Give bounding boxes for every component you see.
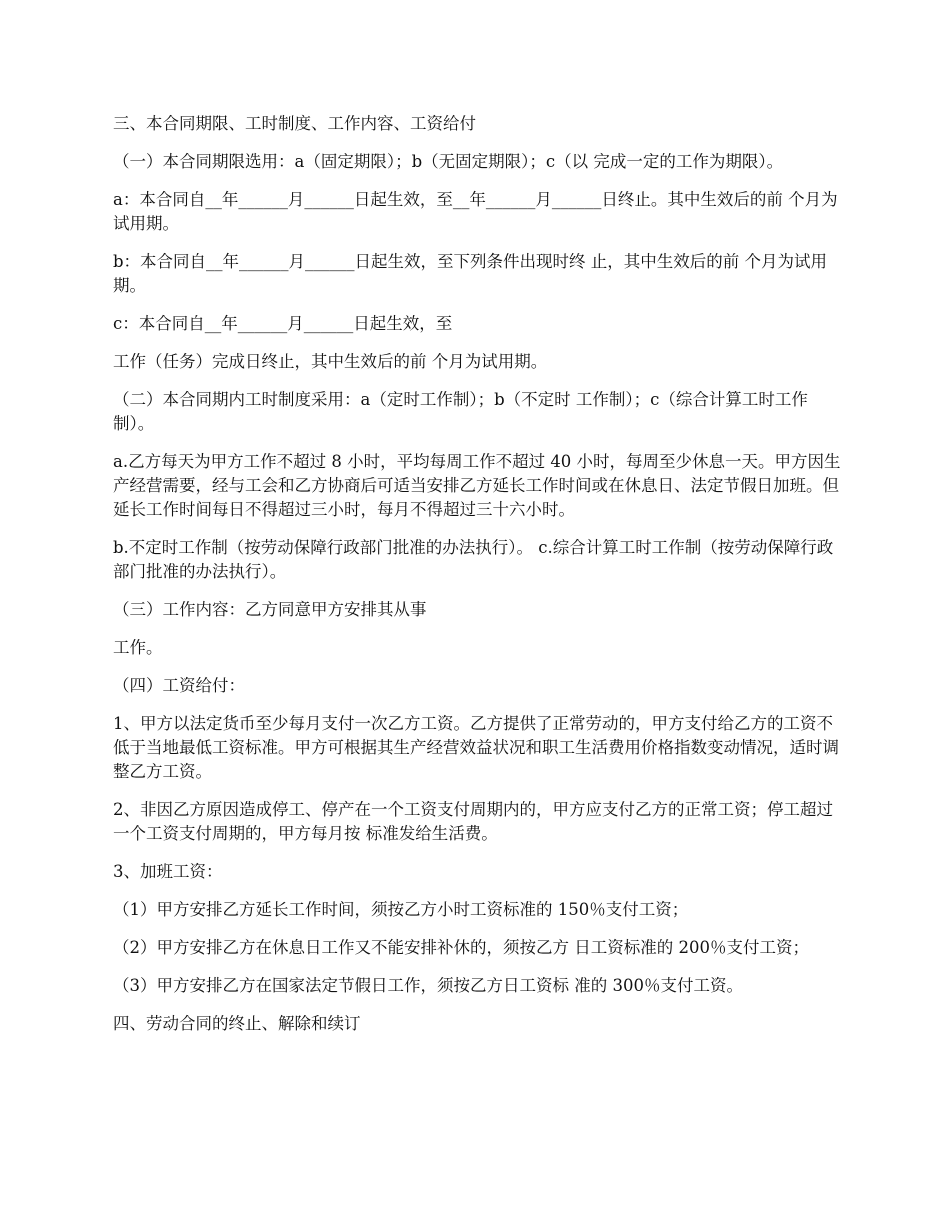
paragraph-working-hours: （二）本合同期内工时制度采用：a（定时工作制）；b（不定时 工作制）；c（综合计算工时工作制）。 bbox=[113, 390, 808, 433]
subheading-wage-payment: （四）工资给付： bbox=[113, 676, 245, 695]
paragraph-term-options: （一）本合同期限选用：a（固定期限）；b（无固定期限）；c（以 完成一定的工作为期限）。 bbox=[113, 152, 784, 171]
paragraph-overtime-2: （2）甲方安排乙方在休息日工作又不能安排补休的，须按乙方 日工资标准的 200％支付工资； bbox=[113, 938, 809, 957]
paragraph-option-b: b：本合同自__年______月______日起生效，至下列条件出现时终 止，其中生效后的前 个月为试用期。 bbox=[113, 252, 828, 295]
paragraph-overtime-3: （3）甲方安排乙方在国家法定节假日工作，须按乙方日工资标 准的 300％支付工资。 bbox=[113, 976, 743, 995]
paragraph-option-c-continued: 工作（任务）完成日终止，其中生效后的前 个月为试用期。 bbox=[113, 352, 548, 371]
section-heading-contract-terms: 三、本合同期限、工时制度、工作内容、工资给付 bbox=[113, 114, 476, 133]
paragraph-standard-hours: a.乙方每天为甲方工作不超过 8 小时，平均每周工作不超过 40 小时，每周至少休息一天。甲方因生产经营需要，经与工会和乙方协商后可适当安排乙方延长工作时间或在休息日、法定节假日加班。但延长工作时间每日不得超过三小时，每月不得超过三十六小时。 bbox=[113, 452, 841, 519]
paragraph-overtime-1: （1）甲方安排乙方延长工作时间，须按乙方小时工资标准的 150％支付工资； bbox=[113, 900, 689, 919]
paragraph-work-content: （三）工作内容：乙方同意甲方安排其从事 bbox=[113, 600, 427, 619]
paragraph-work-content-end: 工作。 bbox=[113, 638, 163, 657]
section-heading-termination: 四、劳动合同的终止、解除和续订 bbox=[113, 1014, 361, 1033]
paragraph-wage-item-2: 2、非因乙方原因造成停工、停产在一个工资支付周期内的，甲方应支付乙方的正常工资；停工超过一个工资支付周期的，甲方每月按 标准发给生活费。 bbox=[113, 800, 833, 843]
paragraph-option-c: c：本合同自__年______月______日起生效，至 bbox=[113, 314, 453, 333]
document-body bbox=[113, 112, 843, 1050]
subheading-overtime-pay: 3、加班工资： bbox=[113, 862, 223, 881]
paragraph-wage-item-1: 1、甲方以法定货币至少每月支付一次乙方工资。乙方提供了正常劳动的，甲方支付给乙方的工资不低于当地最低工资标准。甲方可根据其生产经营效益状况和职工生活费用价格指数变动情况，适时调整乙方工资。 bbox=[113, 714, 839, 781]
paragraph-flexible-hours: b.不定时工作制（按劳动保障行政部门批准的办法执行）。 c.综合计算工时工作制（按劳动保障行政部门批准的办法执行）。 bbox=[113, 538, 834, 581]
paragraph-option-a: a：本合同自__年______月______日起生效，至__年______月______日终止。其中生效后的前 个月为试用期。 bbox=[113, 190, 838, 233]
